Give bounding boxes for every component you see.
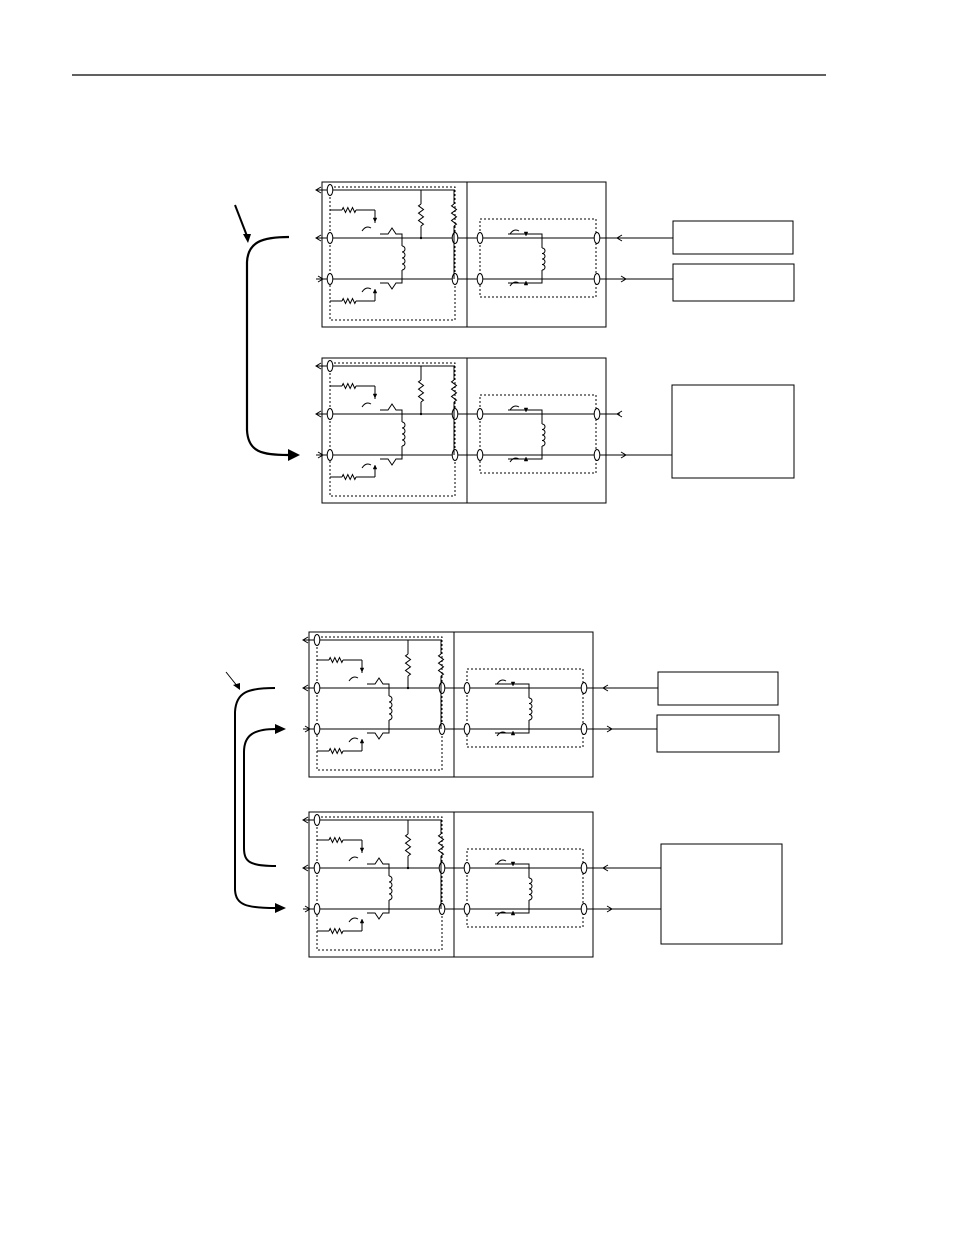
terminal-contact <box>594 274 600 285</box>
terminal-contact <box>464 683 470 694</box>
terminal-contact <box>439 724 445 735</box>
switch-module-4 <box>303 812 593 957</box>
arrow-up-icon <box>373 289 377 293</box>
contact-arm-b <box>380 279 402 289</box>
arrow-down-icon <box>360 668 364 672</box>
terminal-contact <box>477 233 483 244</box>
relay-contact-icon <box>349 677 358 681</box>
resistor-icon <box>342 384 356 389</box>
terminal-contact <box>314 863 320 874</box>
contact-arm-right-a <box>495 684 529 688</box>
terminal-contact <box>327 450 333 461</box>
relay-contact-icon <box>362 403 371 407</box>
callout-arrowhead-icon <box>243 234 251 243</box>
resistor-icon <box>452 380 457 402</box>
relay-coil-icon <box>402 422 405 446</box>
external-device-box <box>657 715 779 752</box>
junction-dot <box>420 237 422 239</box>
module-frame <box>309 812 593 957</box>
terminal-contact <box>581 863 587 874</box>
terminal-contact <box>314 815 320 826</box>
resistor-icon <box>406 654 411 676</box>
external-box-1 <box>673 221 793 254</box>
external-device-box <box>658 672 778 705</box>
lower-diagram <box>226 672 661 913</box>
relay-contact-icon <box>362 288 371 292</box>
arrow-down-icon <box>373 394 377 398</box>
terminal-contact <box>594 233 600 244</box>
terminal-contact <box>314 635 320 646</box>
external-box-6 <box>661 844 782 944</box>
terminal-contact <box>594 409 600 420</box>
resistor-icon <box>329 749 343 754</box>
arrow-up-icon <box>360 919 364 923</box>
junction-dot <box>420 413 422 415</box>
relay-coil-icon <box>402 246 405 270</box>
relay-coil-icon <box>542 424 545 446</box>
resistor-icon <box>439 834 444 856</box>
relay-contact-icon <box>349 857 358 861</box>
contact-arm-b <box>367 909 389 919</box>
arrow-up-icon <box>373 465 377 469</box>
switch-module-2 <box>316 358 606 503</box>
resistor-icon <box>406 834 411 856</box>
resistor-icon <box>419 204 424 226</box>
contact-arm-a <box>367 858 389 868</box>
terminal-contact <box>327 409 333 420</box>
resistor-icon <box>342 475 356 480</box>
resistor-icon <box>342 299 356 304</box>
relay-enclosure-right <box>467 669 583 747</box>
module-frame <box>309 632 593 777</box>
relay-coil-icon <box>529 878 532 900</box>
resistor-icon <box>452 204 457 226</box>
terminal-contact <box>464 724 470 735</box>
contact-arm-a <box>380 228 402 238</box>
relay-contact-icon <box>510 406 519 410</box>
terminal-contact <box>314 904 320 915</box>
external-device-box <box>661 844 782 944</box>
contact-arm-a <box>367 678 389 688</box>
terminal-contact <box>464 863 470 874</box>
relay-contact-icon <box>349 918 358 922</box>
junction-dot <box>407 687 409 689</box>
terminal-contact <box>314 683 320 694</box>
loopback-arrow-inner <box>244 729 276 866</box>
module-frame <box>322 182 606 327</box>
loopback-arrow <box>247 237 289 455</box>
terminal-contact <box>452 233 458 244</box>
terminal-contact <box>477 274 483 285</box>
terminal-contact <box>327 233 333 244</box>
terminal-contact <box>581 904 587 915</box>
terminal-contact <box>327 185 333 196</box>
callout-arrow <box>235 205 247 236</box>
terminal-contact <box>581 724 587 735</box>
terminal-contact <box>314 724 320 735</box>
contact-arm-right-a <box>508 410 542 414</box>
terminal-contact <box>452 274 458 285</box>
terminal-contact <box>327 274 333 285</box>
terminal-contact <box>477 450 483 461</box>
relay-coil-icon <box>529 698 532 720</box>
relay-enclosure-right <box>480 219 596 297</box>
contact-arm-right-a <box>495 864 529 868</box>
relay-contact-icon <box>362 464 371 468</box>
terminal-contact <box>581 683 587 694</box>
loopback-arrowhead-icon <box>288 449 300 461</box>
terminal-contact <box>452 409 458 420</box>
external-device-box <box>673 264 794 301</box>
loopback-arrow-outer <box>235 688 276 908</box>
terminal-contact <box>452 450 458 461</box>
arrow-down-icon <box>373 218 377 222</box>
callout-arrowhead-icon <box>233 683 240 690</box>
external-device-box <box>672 385 794 478</box>
relay-contact-icon <box>510 230 519 234</box>
terminal-contact <box>477 409 483 420</box>
junction-dot <box>407 867 409 869</box>
relay-contact-icon <box>362 227 371 231</box>
terminal-contact <box>464 904 470 915</box>
external-box-5 <box>657 715 779 752</box>
resistor-icon <box>329 658 343 663</box>
resistor-icon <box>419 380 424 402</box>
relay-contact-icon <box>497 680 506 684</box>
external-device-box <box>673 221 793 254</box>
relay-coil-icon <box>389 876 392 900</box>
terminal-contact <box>439 863 445 874</box>
relay-enclosure-right <box>480 395 596 473</box>
relay-enclosure-right <box>467 849 583 927</box>
external-box-4 <box>658 672 778 705</box>
terminal-contact <box>594 450 600 461</box>
switch-module-1 <box>316 182 606 327</box>
resistor-icon <box>329 838 343 843</box>
resistor-icon <box>439 654 444 676</box>
terminal-contact <box>439 683 445 694</box>
contact-arm-right-a <box>508 234 542 238</box>
loopback-arrowhead-icon <box>275 724 286 734</box>
resistor-icon <box>329 929 343 934</box>
contact-arm-b <box>380 455 402 465</box>
external-box-3 <box>672 385 794 478</box>
contact-arm-b <box>367 729 389 739</box>
loopback-arrowhead-icon <box>275 903 286 913</box>
terminal-contact <box>327 361 333 372</box>
switch-module-3 <box>303 632 593 777</box>
contact-arm-a <box>380 404 402 414</box>
module-frame <box>322 358 606 503</box>
relay-coil-icon <box>389 696 392 720</box>
relay-coil-icon <box>542 248 545 270</box>
relay-contact-icon <box>497 860 506 864</box>
arrow-up-icon <box>360 739 364 743</box>
arrow-down-icon <box>360 848 364 852</box>
resistor-icon <box>342 208 356 213</box>
terminal-contact <box>439 904 445 915</box>
relay-contact-icon <box>349 738 358 742</box>
external-box-2 <box>673 264 794 301</box>
